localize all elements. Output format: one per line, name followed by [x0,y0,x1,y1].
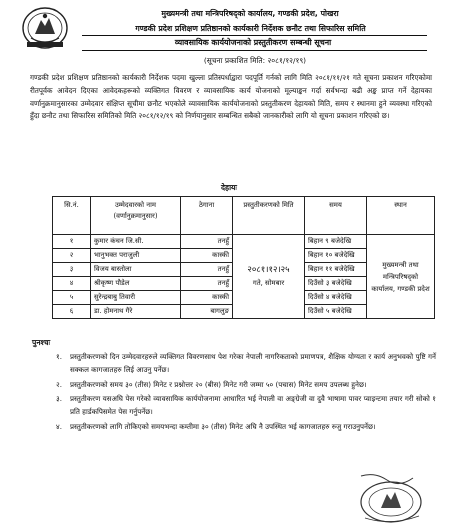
row-sn: ४ [53,277,91,291]
gandaki-province-emblem-icon [21,6,69,50]
row-name: सुरेन्द्रबाबु तिवारी [91,291,181,305]
row-time: दिउँसो ४ बजेदेखि [305,291,367,305]
title-divider [82,50,427,51]
row-sn: ५ [53,291,91,305]
row-name: कुमार कंचन जि.सी. [91,235,181,249]
row-time: बिहान ९ बजेदेखि [305,235,367,249]
header-sn: सि.नं. [53,197,91,235]
row-district: तनहुँ [181,277,233,291]
row-district: तनहुँ [181,235,233,249]
row-time: दिउँसो ५ बजेदेखि [305,305,367,319]
table-row [53,235,435,249]
row-time: दिउँसो ३ बजेदेखि [305,277,367,291]
details-heading: देहायः [221,183,237,192]
row-district: बागलुङ [181,305,233,319]
row-time: बिहान ११ बजेदेखि [305,263,367,277]
row-name: विजय बास्तोला [91,263,181,277]
row-district: तनहुँ [181,263,233,277]
header-place: स्थान [367,197,435,235]
notes-heading: पुनश्चः [32,338,51,347]
row-district: कास्की [181,249,233,263]
note-text: प्रस्तुतीकरणको लागि तोकिएको समयभन्दा कम्तीमा ३० (तीस) मिनेट अघि नै उपस्थित भई कागजातहरु रुजु गराउनुपर्नेछ। [70,421,376,431]
header-divider [82,35,427,36]
row-sn: २ [53,249,91,263]
row-district: कास्की [181,291,233,305]
list-item [56,421,436,434]
note-text: प्रस्तुतीकरणको दिन उम्मेदवारहरुले व्यक्तिगत विवरणसाथ पेश गरेका नेपाली नागरिकताको प्रमाणपत्र, शैक्षिक योग्यता र कार्य अनुभवको पुष्टि गर्ने सक्कल कागजातहरु लिई आउनु पर्नेछ। [70,352,436,374]
published-date: (सूचना प्रकाशित मिति: २०८१/१२/१९) [203,56,307,65]
notes-list [56,351,436,436]
office-name: मुख्यमन्त्री तथा मन्त्रिपरिषद्को कार्यालय, गण्डकी प्रदेश, पोखरा [161,9,339,18]
row-name: भानुभक्त पराजुली [91,249,181,263]
header-name: उम्मेदवारको नाम (वर्णानुक्रमानुसार) [91,197,181,235]
row-sn: ६ [53,305,91,319]
note-number: २. [56,379,62,389]
list-item [56,351,436,377]
notice-title: व्यावसायिक कार्ययोजनाको प्रस्तुतीकरण सम्बन्धी सूचना [174,38,332,47]
row-sn: ३ [53,263,91,277]
header-time: समय [305,197,367,235]
row-name: श्रीकृष्ण पौडेल [91,277,181,291]
presentation-place: मुख्यमन्त्री तथा मन्त्रिपरिषद्को कार्यालय, गण्डकी प्रदेश [367,235,435,319]
intro-paragraph: गण्डकी प्रदेश प्रशिक्षण प्रतिष्ठानको कार्यकारी निर्देशक पदमा खुल्ला प्रतिस्पर्धाद्वारा पदपूर्ति गर्नको लागि मिति २०८१/११/२१ गते सूचना प्रकाशन गरिएकोमा रीतपूर्वक आवेदन दिएका आवेदकहरूको व्यक्तिगत विवरण र व्यावसायिक कार्य योजनाको मूल्याङ्कन गर्दा सर्वभन्दा बढी अङ्क प्राप्त गर्ने देहायका वर्णानुक्रमानुसारका उम्मेदवार संक्षिप्त सूचीमा छनौट भएकोले व्यावसायिक कार्ययोजनाको प्रस्तुतीकरण देहायको मिति, समय र स्थानमा हुने व्यवस्था गरिएको हुँदा छनौट तथा सिफारिस समितिको मिति २०८१/१२/१९ को निर्णयानुसार सम्बन्धित सबैको जानकारीको लागि यो सूचना प्रकाशन गरिएको छ। [30,73,432,121]
list-item [56,393,436,419]
list-item [56,379,436,392]
header-district: ठेगाना [181,197,233,235]
presentation-date: २०८१।१२।२५ [247,264,290,275]
note-number: १. [56,352,62,361]
office-stamp-icon [353,470,431,526]
presentation-weekday: गते, सोमबार [252,278,285,287]
presentation-schedule-table [52,196,435,319]
note-text: प्रस्तुतीकरणको समय ३० (तीस) मिनेट र प्रश्नोत्तर २० (बीस) मिनेट गरी जम्मा ५० (पचास) मिनेट समय उपलब्ध हुनेछ। [70,379,367,389]
row-name: डा. होमनाथ गैरे [91,305,181,319]
note-text: प्रस्तुतीकरण यसअघि पेस गरेको व्यावसायिक कार्ययोजनामा आधारित भई नेपाली वा अङ्ग्रेजी वा दुवै भाषामा पावर प्वाइन्टमा तयार गरी सोको १ प्रति हार्डकपिसमेत पेस गर्नुपर्नेछ। [70,394,436,417]
row-sn: १ [53,235,91,249]
committee-name: गण्डकी प्रदेश प्रशिक्षण प्रतिष्ठानको कार्यकारी निर्देशक छनौट तथा सिफारिस समिति [135,24,366,33]
presentation-date-cell [233,235,305,319]
table-header-row [53,197,435,235]
note-number: ३. [56,394,62,404]
row-time: बिहान १० बजेदेखि [305,249,367,263]
note-number: ४. [56,421,62,431]
header-date: प्रस्तुतीकरणको मिति [233,197,305,235]
